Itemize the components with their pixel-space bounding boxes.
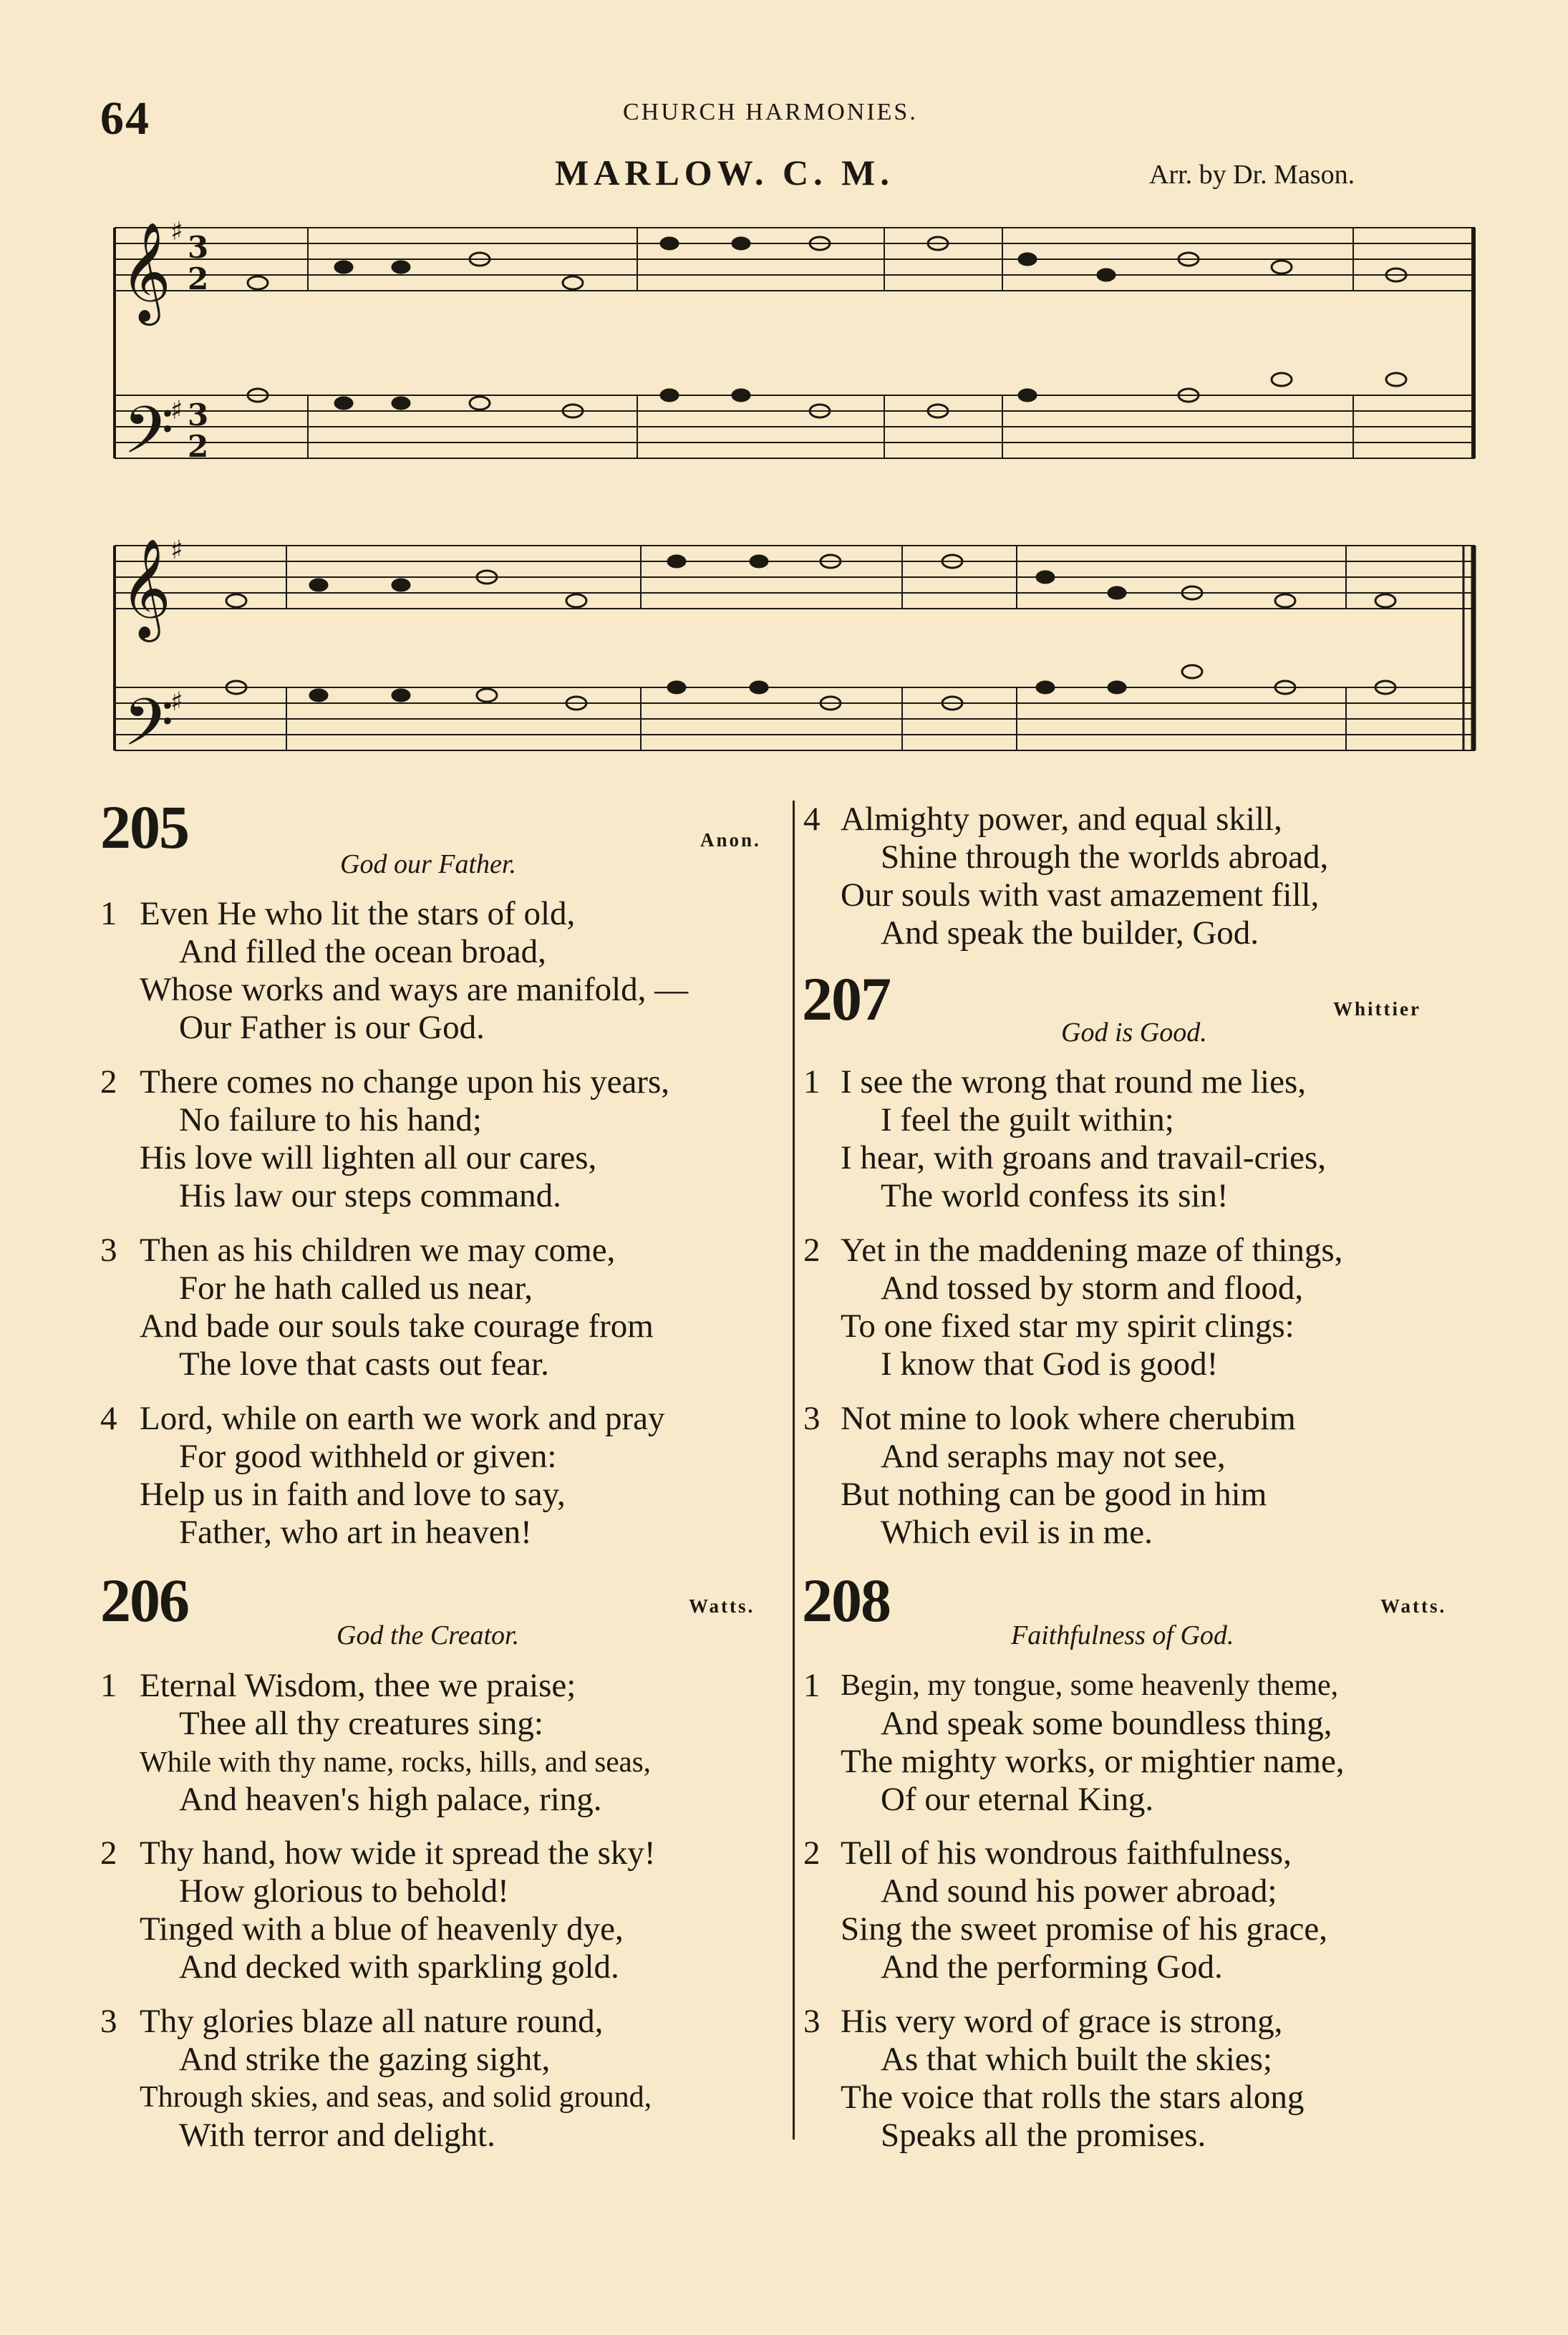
verse-line: And bade our souls take courage from [140,1307,654,1345]
running-head: CHURCH HARMONIES. [623,99,918,125]
svg-text:𝄞: 𝄞 [120,222,171,322]
verse-line: And filled the ocean broad, [179,933,546,970]
verse-line: And heaven's high palace, ring. [179,1781,602,1818]
svg-text:𝄢: 𝄢 [123,392,174,484]
hymn-author: Watts. [1380,1595,1447,1617]
verse-line: Our Father is our God. [179,1009,485,1046]
verse-line: Almighty power, and equal skill, [841,801,1282,838]
stanza [803,1400,1296,1552]
stanza [100,1400,664,1552]
verse-line: Whose works and ways are manifold, — [140,971,689,1008]
verse-line: Not mine to look where cherubim [841,1400,1296,1437]
verse-line: Begin, my tongue, some heavenly theme, [841,1669,1339,1702]
stanza-number: 3 [100,2003,117,2040]
verse-line: I know that God is good! [881,1345,1219,1383]
stanza [803,1232,1342,1383]
stanza [100,2003,652,2155]
verse-line: How glorious to behold! [179,1872,509,1910]
verse-line: There comes no change upon his years, [140,1063,669,1101]
verse-line: Tell of his wondrous faithfulness, [841,1834,1292,1872]
verse-line: As that which built the skies; [881,2041,1272,2078]
stanza-number: 1 [803,1063,821,1101]
verse-line: And the performing God. [881,1948,1223,1986]
hymn-author: Anon. [700,829,761,851]
stanza [100,1834,656,1986]
verse-line: Help us in faith and love to say, [140,1476,566,1513]
verse-line: And tossed by storm and flood, [881,1270,1304,1307]
page-number: 64 [100,92,150,145]
verse-line: Eternal Wisdom, thee we praise; [140,1667,576,1704]
verse-line: And speak the builder, God. [881,914,1259,952]
stanza-number: 4 [803,801,821,838]
verse-line: And speak some boundless thing, [881,1705,1332,1742]
verse-line: Father, who art in heaven! [179,1514,532,1551]
svg-text:♯: ♯ [170,396,183,425]
svg-text:3: 3 [188,230,209,265]
verse-line: And decked with sparkling gold. [179,1948,619,1986]
stanza-number: 4 [100,1400,117,1437]
stanza [100,1063,669,1215]
hymn-author: Whittier [1333,998,1421,1020]
verse-line: Thee all thy creatures sing: [179,1705,543,1742]
music-score [0,0,1568,788]
verse-line: And seraphs may not see, [881,1438,1226,1475]
stanza-number: 1 [100,895,117,932]
verse-line: Our souls with vast amazement fill, [841,876,1320,914]
svg-text:2: 2 [188,429,209,464]
svg-text:𝄢: 𝄢 [123,685,174,776]
verse-line: Speaks all the promises. [881,2117,1206,2154]
verse-line: Lord, while on earth we work and pray [140,1400,665,1437]
stanza-number: 3 [803,1400,821,1437]
stanza [100,895,688,1047]
verse-line: The voice that rolls the stars along [841,2079,1305,2116]
verse-line: Shine through the worlds abroad, [881,838,1329,876]
verse-line: For he hath called us near, [179,1270,533,1307]
verse-line: Which evil is in me. [881,1514,1153,1551]
svg-text:♯: ♯ [170,217,183,246]
verse-line: Then as his children we may come, [140,1232,616,1269]
stanza-number: 2 [803,1834,821,1872]
stanza [803,1667,1345,1819]
verse-line: Yet in the maddening maze of things, [841,1232,1343,1269]
verse-line: For good withheld or given: [179,1438,557,1475]
verse-line: To one fixed star my spirit clings: [841,1307,1294,1345]
hymn-title: God is Good. [1061,1017,1207,1048]
verse-line: No failure to his hand; [179,1101,482,1139]
stanza-number: 2 [100,1834,117,1872]
stanza [803,801,1328,952]
hymn-title: God the Creator. [337,1620,520,1650]
staff-bass-1 [115,395,1475,458]
verse-line: I see the wrong that round me lies, [841,1063,1306,1101]
hymn-number: 205 [100,793,188,861]
verse-line: And strike the gazing sight, [179,2041,551,2078]
stanza-number: 3 [100,1232,117,1269]
stanza [803,1834,1327,1986]
stanza [803,1063,1326,1215]
verse-line: The world confess its sin! [881,1177,1229,1214]
svg-text:𝄞: 𝄞 [120,538,171,638]
verse-line: With terror and delight. [179,2117,495,2154]
svg-text:2: 2 [188,261,209,296]
verse-line: While with thy name, rocks, hills, and seas, [140,1745,651,1778]
stanza-number: 2 [803,1232,821,1269]
svg-text:3: 3 [188,397,209,432]
hymn-author: Watts. [689,1595,755,1617]
verse-line: Thy glories blaze all nature round, [140,2003,604,2040]
stanza [100,1232,654,1383]
verse-line: Of our eternal King. [881,1781,1154,1818]
column-divider [793,801,795,2140]
verse-line: But nothing can be good in him [841,1476,1267,1513]
staff-treble-2 [115,546,1475,609]
hymn-title: Faithfulness of God. [1011,1620,1234,1650]
svg-text:♯: ♯ [170,687,183,717]
stanza-number: 1 [100,1667,117,1704]
hymn-number: 206 [100,1566,188,1635]
staff-treble-1 [115,228,1475,291]
verse-line: The mighty works, or mightier name, [841,1743,1345,1780]
verse-line: Even He who lit the stars of old, [140,895,576,932]
stanza-number: 2 [100,1063,117,1101]
verse-line: Through skies, and seas, and solid ground, [140,2081,652,2114]
stanza-number: 1 [803,1667,821,1704]
stanza-number: 3 [803,2003,821,2040]
hymn-title: God our Father. [340,849,516,879]
stanza [100,1667,651,1819]
arranger-credit: Arr. by Dr. Mason. [1149,160,1355,190]
hymn-number: 208 [802,1566,890,1635]
verse-line: His love will lighten all our cares, [140,1139,597,1176]
hymn-number: 207 [802,965,890,1033]
svg-text:♯: ♯ [170,536,183,565]
verse-line: I feel the guilt within; [881,1101,1174,1139]
verse-line: His very word of grace is strong, [841,2003,1283,2040]
verse-line: Tinged with a blue of heavenly dye, [140,1910,624,1948]
verse-line: His law our steps command. [179,1177,561,1214]
verse-line: The love that casts out fear. [179,1345,549,1383]
verse-line: And sound his power abroad; [881,1872,1277,1910]
verse-line: I hear, with groans and travail-cries, [841,1139,1327,1176]
tune-title: MARLOW. C. M. [555,153,894,193]
verse-line: Sing the sweet promise of his grace, [841,1910,1328,1948]
stanza [803,2003,1304,2155]
verse-line: Thy hand, how wide it spread the sky! [140,1834,656,1872]
